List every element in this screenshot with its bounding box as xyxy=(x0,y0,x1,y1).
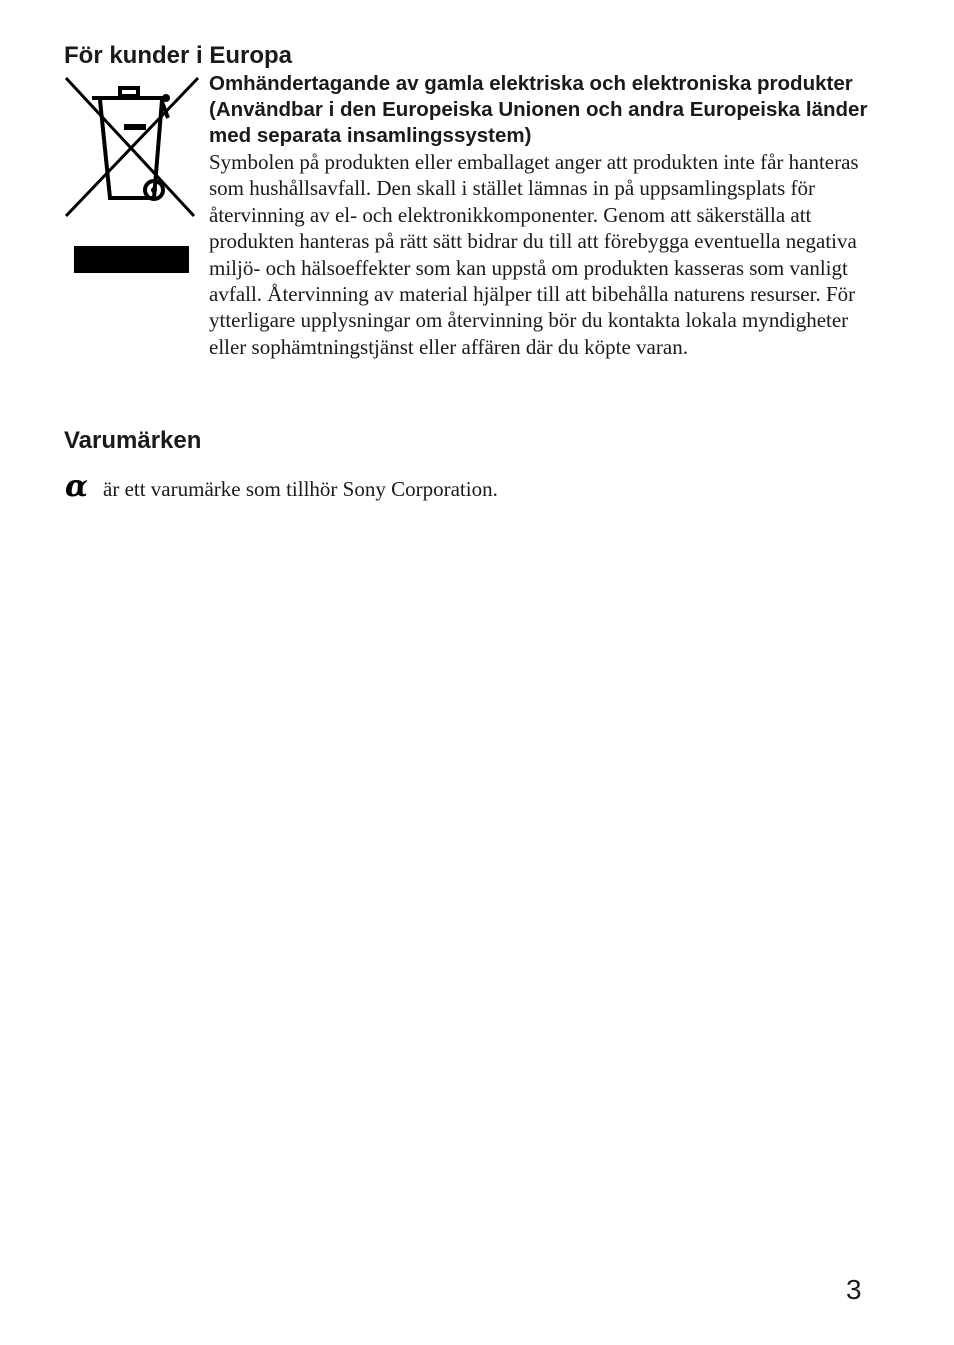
section-title-europe: För kunder i Europa xyxy=(64,42,293,69)
trademark-line xyxy=(64,474,498,504)
page-number: 3 xyxy=(846,1274,862,1305)
section-title-trademarks: Varumärken xyxy=(64,427,202,454)
weee-black-bar xyxy=(74,246,189,273)
disposal-text-block xyxy=(209,71,869,360)
disposal-body-text: Symbolen på produkten eller emballaget anger att produkten inte får hanteras som hushållsavfall. Den skall i stället lämnas in på uppsamlingsplats för återvinning av el- och elektronikkomponenter. Genom att säkerställa att produkten hanteras på rätt sätt bidrar du till att förebygga eventuella negativa miljö- och hälsoeffekter som kan uppstå om produkten kasseras som vanligt avfall. Återvinning av material hjälper till att bibehålla naturens resurser. För ytterligare upplysningar om återvinning bör du kontakta lokala myndigheter eller sophämtningstjänst eller affären där du köpte varan. xyxy=(209,150,859,359)
trademark-text: är ett varumärke som tillhör Sony Corporation. xyxy=(103,477,498,501)
svg-text:α: α xyxy=(65,474,89,500)
disposal-subheading: Omhändertagande av gamla elektriska och elektroniska produkter (Användbar i den Europeiska Unionen och andra Europeiska länder med separata insamlingssystem) xyxy=(209,72,868,147)
alpha-logo-icon xyxy=(64,474,98,500)
crossed-out-wheelie-bin-icon xyxy=(62,74,202,220)
